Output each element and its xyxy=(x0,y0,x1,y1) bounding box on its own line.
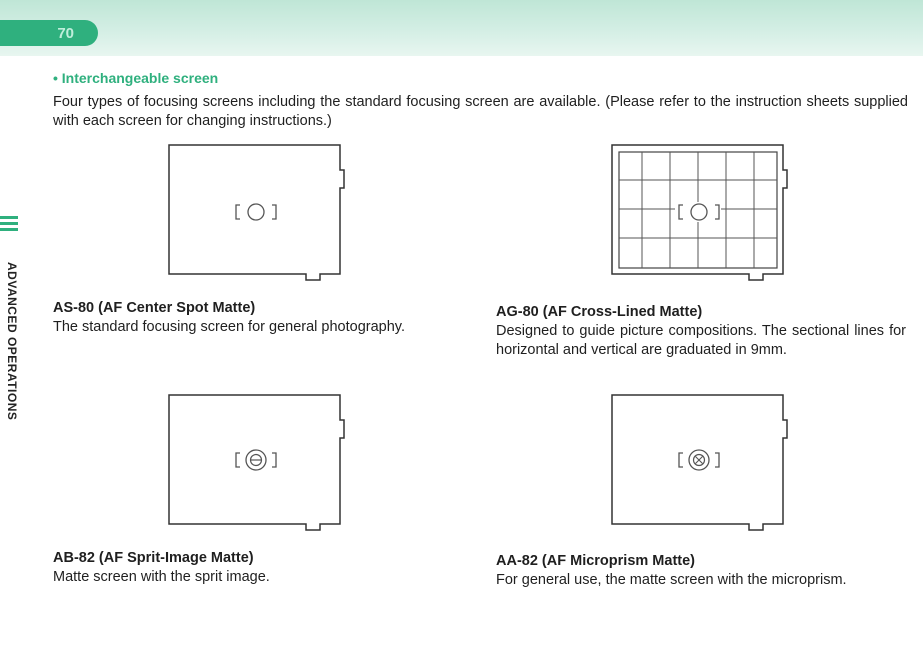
screen-illustration-ab82 xyxy=(166,392,352,532)
side-section-label: ADVANCED OPERATIONS xyxy=(5,262,19,421)
screen-description: Matte screen with the sprit image. xyxy=(53,569,270,585)
caption-as80 xyxy=(53,299,463,337)
screen-description: Designed to guide picture compositions. The sectional lines for horizontal and vertical are graduated in 9mm. xyxy=(496,323,906,358)
caption-ag80 xyxy=(496,303,906,360)
screen-name: AA-82 (AF Microprism Matte) xyxy=(496,553,695,569)
screen-description: The standard focusing screen for general photography. xyxy=(53,319,405,335)
intro-paragraph: Four types of focusing screens including the standard focusing screen are available. (Please refer to the instruction sheets supplied with each screen for changing instructions.) xyxy=(53,94,908,129)
caption-ab82 xyxy=(53,549,463,587)
screen-name: AG-80 (AF Cross-Lined Matte) xyxy=(496,304,703,320)
page-number-tab xyxy=(0,20,98,46)
section-marker xyxy=(0,216,18,234)
screen-name: AS-80 (AF Center Spot Matte) xyxy=(53,300,256,316)
section-title: • Interchangeable screen xyxy=(53,70,219,86)
screen-illustration-as80 xyxy=(166,142,352,282)
screen-name: AB-82 (AF Sprit-Image Matte) xyxy=(53,550,254,566)
screen-illustration-ag80 xyxy=(609,142,795,282)
screen-description: For general use, the matte screen with the microprism. xyxy=(496,572,847,588)
page-number: 70 xyxy=(57,24,74,42)
header-band xyxy=(0,0,923,56)
caption-aa82 xyxy=(496,552,906,590)
screen-illustration-aa82 xyxy=(609,392,795,532)
